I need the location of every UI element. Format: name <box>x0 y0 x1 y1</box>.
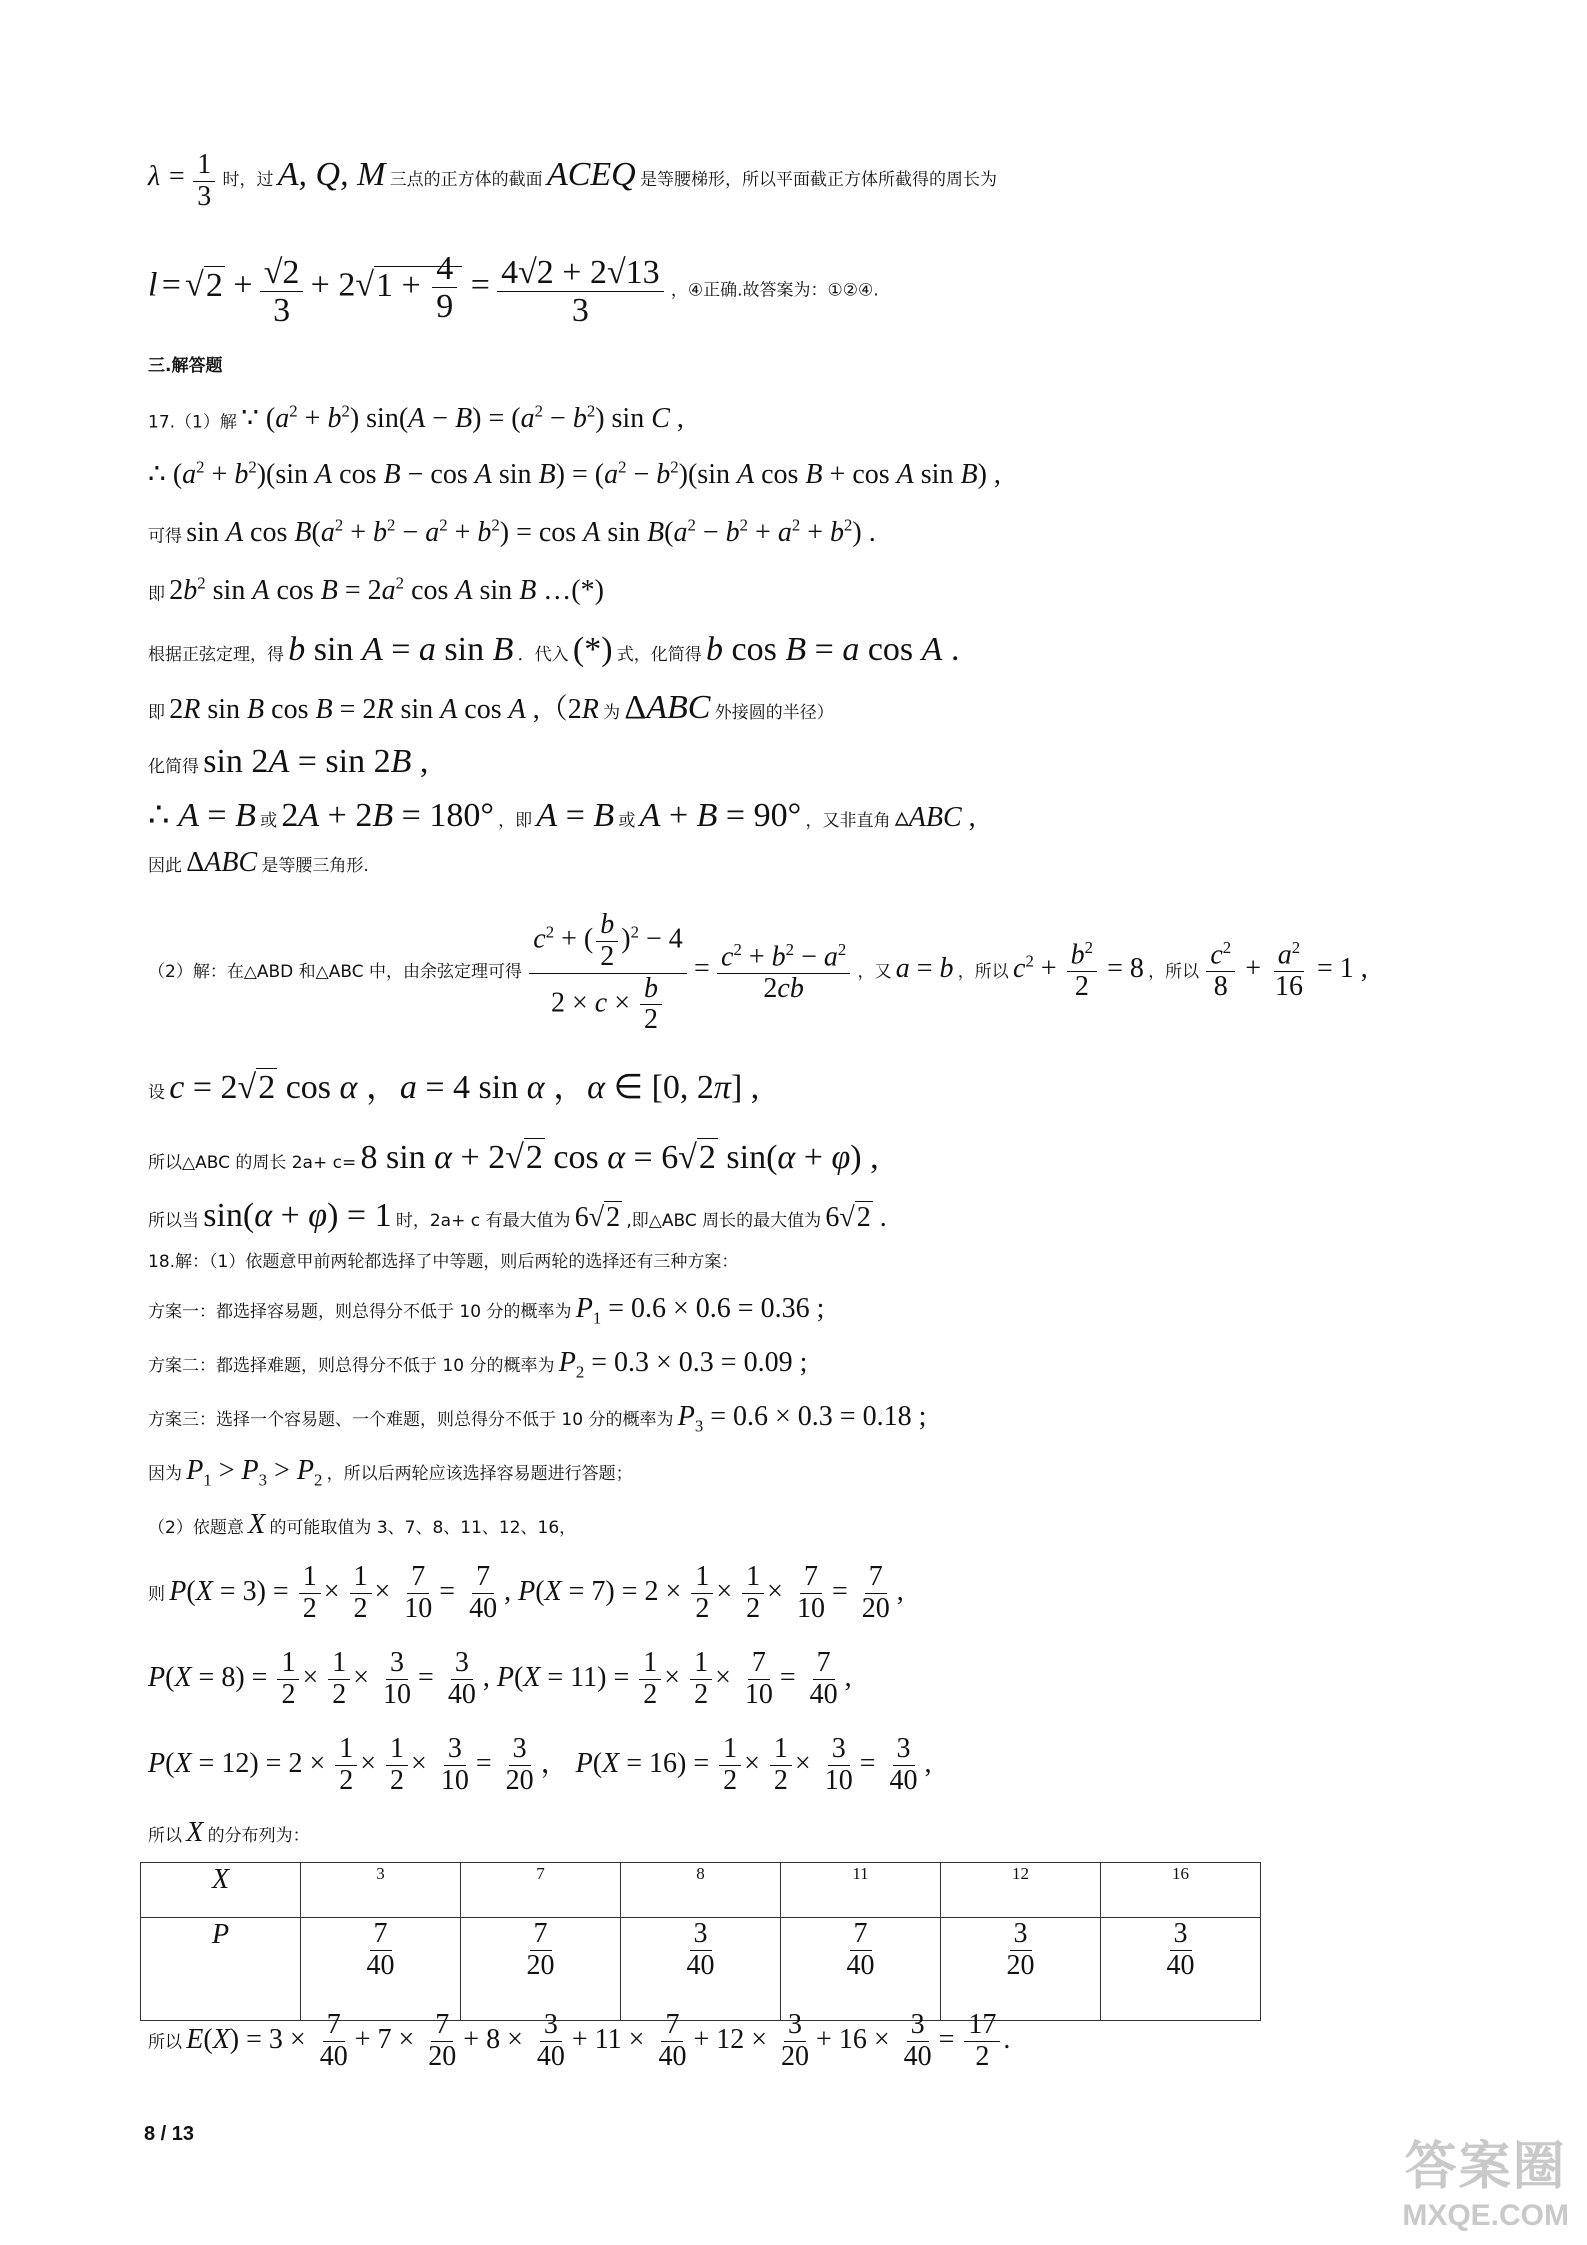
x-value-cell: 8 <box>621 1863 781 1918</box>
watermark-url: MXQE.COM <box>1402 2199 1569 2232</box>
x-value-cell: 12 <box>941 1863 1101 1918</box>
q18-plan-2: 方案二：都选择难题，则总得分不低于 10 分的概率为 $P_2 = 0.3 \times 0.3 = 0.09$ ; <box>148 1347 808 1382</box>
x-value-cell: 3 <box>301 1863 461 1918</box>
q17-line-3: 可得 sin A $\cos B(a^2 + b^2 - a^2 + b^2) = \cos A$ $\sin B(a^2 - b^2 + a^2 + b^2)$ . <box>148 516 876 549</box>
expectation-line: 所以 E(X) = 3 × $\frac{7}{40}$ + 7 × $\frac{7}{20}$ + 8 × $\frac{3}{40}$ + 11 × $\frac{7}{40}$ + 12 × $\frac{3}{20}$ + 16 × $\frac{3}{40}$ = $\frac{17}{2}$ . <box>148 2009 1011 2072</box>
q17-line-4: 即 $2b^2$ sin A $\cos B = 2a^2$ cos A sin B …(*) <box>148 574 604 607</box>
q17-line-7: 化简得 sin 2A = sin 2B , <box>148 743 429 780</box>
row-label-x: X <box>141 1863 301 1918</box>
page-number: 8 / 13 <box>144 2123 195 2145</box>
q18-prob-line-2: P(X = 8) = $\frac{1}{2}$ × $\frac{1}{2}$ × $\frac{3}{10}$ = $\frac{3}{40}$ , P(X = 11) = $\frac{1}{2}$ × $\frac{1}{2}$ × $\frac{7}{10}$ = $\frac{7}{40}$ , <box>148 1647 852 1710</box>
watermark-logo: 答案圈 <box>1404 2138 1567 2196</box>
q17-line-5: 根据正弦定理，得 b sin A = a sin B ．代入 (*) 式，化简得 b cos B = a cos A . <box>148 631 960 668</box>
x-value-cell: 7 <box>461 1863 621 1918</box>
row-label-p: P <box>141 1918 301 2021</box>
table-row-x <box>141 1863 1261 1918</box>
fraction-cosine-lhs: $c^2$ + ( $\frac{b}{2}$ )$^2$ − 4 2 × c × $\frac{b}{2}$ <box>529 910 686 1036</box>
q17-max-line: 所以当 sin(α + φ) = 1 时，2a+ c 有最大值为 6√2 ,即△ABC 周长的最大值为 6√2 . <box>148 1197 887 1234</box>
q18-prob-line-1: 则 P(X = 3) = $\frac{1}{2}$ × $\frac{1}{2}$ × $\frac{7}{10}$ = $\frac{7}{40}$ , P(X = 7) = 2 × $\frac{1}{2}$ × $\frac{1}{2}$ × $\frac{7}{10}$ = $\frac{7}{20}$ , <box>148 1561 904 1624</box>
q17-line-8: ∴ A = B 或 2A + 2B = 180° ，即 A = B 或 A + B = 90° ，又非直角 ▵ABC , <box>148 797 976 834</box>
p-value-cell: $\frac{3}{40}$ <box>1101 1918 1261 2021</box>
p-value-cell: $\frac{3}{40}$ <box>621 1918 781 2021</box>
x-value-cell: 16 <box>1101 1863 1261 1918</box>
q18-plan-3: 方案三：选择一个容易题、一个难题，则总得分不低于 10 分的概率为 $P_3 = 0.6 \times 0.3 = 0.18$ ; <box>148 1401 927 1436</box>
fraction-result: $\frac{4√2 + 2√13}{3}$ <box>497 254 664 330</box>
fraction-sqrt2-over-3: $\frac{√2}{3}$ <box>260 254 304 330</box>
line-perimeter: l = √2 + $\frac{√2}{3}$ + 2√1 + $\frac{4}{9}$ = $\frac{4√2 + 2√13}{3}$ ，④正确.故答案为：①②④. <box>148 250 879 330</box>
q17-part2-line: （2）解：在△ABD 和△ABC 中，由余弦定理可得 $c^2$ + ( $\frac{b}{2}$ )$^2$ − 4 2 × c × $\frac{b}{2}$ = $\frac{c^2 + b^2 - a^2}{2cb}$ ，又 a = b ，所以 $c^2$ + $\frac{b^2}{2}$ = 8 ，所以 $\frac{c^2}{8}$ + $\frac{a^2}{16}$ = 1 , <box>148 909 1368 1036</box>
q18-line-1: 18.解：（1）依题意甲前两轮都选择了中等题，则后两轮的选择还有三种方案： <box>148 1252 739 1272</box>
q17-set-line: 设 c = 2√2 cos α ，a = 4 sin α ，α ∈ [0, 2π] , <box>148 1069 760 1106</box>
section-heading: 三.解答题 <box>148 356 223 376</box>
q18-prob-line-3: P(X = 12) = 2 × $\frac{1}{2}$ × $\frac{1}{2}$ × $\frac{3}{10}$ = $\frac{3}{20}$ ， P(X = 16) = $\frac{1}{2}$ × $\frac{1}{2}$ × $\frac{3}{10}$ = $\frac{3}{40}$ , <box>148 1733 932 1796</box>
distribution-table <box>140 1862 1261 2021</box>
q17-line-1: 17.（1）解 ∵ $(a^2 + b^2) \sin(A - B) = (a^2 - b^2)$ sin C , <box>148 402 684 435</box>
line-lambda: λ = $\frac{1}{3}$ 时，过 A, Q, M 三点的正方体的截面 ACEQ 是等腰梯形，所以平面截正方体所截得的周长为 <box>148 149 997 212</box>
p-value-cell: $\frac{7}{40}$ <box>301 1918 461 2021</box>
fraction-one-third: $\frac{1}{3}$ <box>193 150 215 213</box>
q18-part2-line: （2）依题意 X 的可能取值为 3、7、8、11、12、16， <box>148 1509 577 1540</box>
q17-line-2: ∴ $(a^2 + b^2)(\sin$ A cos B − cos A $\sin B) = (a^2 - b^2)(\sin$ A cos B + cos A sin B) , <box>148 458 1001 491</box>
q18-dist-heading: 所以 X 的分布列为： <box>148 1817 310 1848</box>
table-row-p <box>141 1918 1261 2021</box>
q18-plan-1: 方案一：都选择容易题，则总得分不低于 10 分的概率为 $P_1 = 0.6 \times 0.6 = 0.36$ ; <box>148 1293 825 1328</box>
q17-line-6: 即 2R sin B cos B = 2R sin A cos A ,（2R 为 ΔABC 外接圆的半径） <box>148 689 834 726</box>
fraction-cosine-rhs: $\frac{c^2 + b^2 - a^2}{2cb}$ <box>717 941 850 1005</box>
q18-compare-line: 因为 $P_1 > P_3 > P_2$ ，所以后两轮应该选择容易题进行答题； <box>148 1455 633 1490</box>
p-value-cell: $\frac{3}{20}$ <box>941 1918 1101 2021</box>
x-value-cell: 11 <box>781 1863 941 1918</box>
watermark <box>1402 2124 1569 2233</box>
p-value-cell: $\frac{7}{40}$ <box>781 1918 941 2021</box>
q17-perimeter-line: 所以△ABC 的周长 2a+ c= 8 sin α + 2√2 cos α = 6√2 sin(α + φ) , <box>148 1139 879 1176</box>
p-value-cell: $\frac{7}{20}$ <box>461 1918 621 2021</box>
q17-line-9: 因此 ΔABC 是等腰三角形. <box>148 847 369 878</box>
